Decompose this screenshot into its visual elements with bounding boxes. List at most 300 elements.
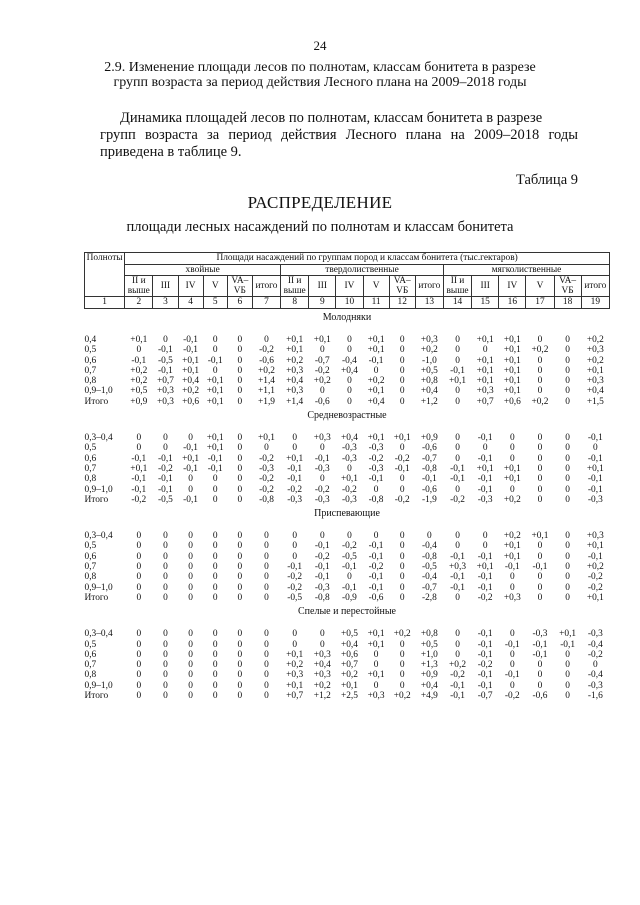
table-cell: 0 <box>565 386 570 397</box>
table-cell: +0,1 <box>503 386 521 397</box>
column-number: 2 <box>125 297 153 309</box>
header-group-coniferous: хвойные <box>125 264 281 276</box>
table-cell: 0 <box>399 474 405 485</box>
table-cell: 0 <box>292 433 297 444</box>
table-cell: -0,6 <box>421 443 437 454</box>
column-number: 18 <box>554 297 581 309</box>
table-cell: 0 <box>565 376 570 387</box>
table-cell: 0 <box>373 660 379 671</box>
table-cell: 0 <box>163 592 168 603</box>
table-cell: +0,4 <box>340 433 358 444</box>
table-cell: -0,7 <box>477 691 493 702</box>
table-cell: -0,5 <box>342 551 357 562</box>
table-cell: +0,1 <box>586 463 604 474</box>
table-cell: 0 <box>237 494 243 505</box>
intro-line: приведена в таблице 9. <box>100 144 242 160</box>
table-cell: -0,9 <box>342 592 357 603</box>
table-cell: +0,1 <box>206 386 224 397</box>
table-cell: +0,3 <box>449 562 467 573</box>
table-cell: +0,5 <box>340 629 358 640</box>
table-cell: +1,3 <box>420 660 438 671</box>
table-cell: 0 <box>399 335 405 345</box>
table-cell: 0 <box>455 345 460 356</box>
table-cell: 0 <box>237 453 243 464</box>
table-cell: 0 <box>163 541 168 552</box>
table-cell: -0,1 <box>504 670 520 681</box>
table-cell: 0 <box>399 680 405 691</box>
table-cell: +0,1 <box>130 335 148 345</box>
table-cell: +0,1 <box>206 433 224 444</box>
row-label: 0,6 <box>84 453 97 464</box>
spacer-row <box>85 425 610 433</box>
table-cell: +0,1 <box>476 355 494 366</box>
header-bonitet-class: итого <box>581 276 609 297</box>
table-cell: -0,6 <box>314 396 330 407</box>
table-cell: -1,0 <box>421 355 437 366</box>
column-number: 13 <box>415 297 443 309</box>
section-title: Молодняки <box>322 311 372 323</box>
table-cell: -0,7 <box>314 355 330 366</box>
table-cell: +0,1 <box>503 541 521 552</box>
table-cell: 0 <box>399 582 405 593</box>
table-cell: -0,5 <box>158 355 173 366</box>
table-cell: 0 <box>163 531 168 542</box>
table-cell: 0 <box>399 639 405 650</box>
table-cell: -0,1 <box>131 355 147 366</box>
table-cell: 0 <box>399 592 405 603</box>
table-cell: -0,3 <box>477 494 493 505</box>
row-label: 0,5 <box>84 639 97 650</box>
table-cell: 0 <box>455 355 460 366</box>
table-cell: +0,1 <box>476 376 494 387</box>
table-cell: +0,2 <box>393 629 411 640</box>
table-cell: 0 <box>399 365 405 376</box>
table-cell: -0,2 <box>259 453 274 464</box>
table-cell: +0,3 <box>476 386 494 397</box>
table-cell: 0 <box>136 551 142 562</box>
table-cell: -0,1 <box>450 691 465 702</box>
intro-line: групп возраста за период действия Лесного плана на 2009–2018 годы <box>100 127 578 143</box>
table-cell: -0,1 <box>183 443 198 454</box>
table-cell: 0 <box>565 484 570 495</box>
table-cell: +0,2 <box>367 376 385 387</box>
table-cell: +0,1 <box>206 443 224 454</box>
table-cell: 0 <box>565 433 570 444</box>
table-cell: +0,4 <box>420 386 438 397</box>
table-cell: 0 <box>163 572 168 583</box>
header-bonitet-class: II и выше <box>125 276 153 297</box>
table-cell: 0 <box>565 670 570 681</box>
table-cell: 0 <box>264 670 269 681</box>
table-cell: 0 <box>319 443 325 454</box>
table-cell: +0,2 <box>257 365 275 376</box>
row-label: 0,5 <box>84 541 97 552</box>
table-row <box>85 650 610 660</box>
table-cell: 0 <box>237 649 243 660</box>
table-cell: +0,2 <box>586 562 604 573</box>
table-cell: -0,3 <box>287 494 303 505</box>
table-cell: +0,2 <box>393 691 411 702</box>
table-cell: 0 <box>237 562 243 573</box>
table-cell: 0 <box>136 660 142 671</box>
table-cell: -0,1 <box>207 355 223 366</box>
table-cell: -0,1 <box>560 639 576 650</box>
table-cell: -0,2 <box>287 572 303 583</box>
table-cell: 0 <box>136 592 142 603</box>
table-row <box>85 345 610 355</box>
table-cell: -0,1 <box>183 494 198 505</box>
table-cell: 0 <box>188 649 193 660</box>
table-row <box>85 681 610 691</box>
table-cell: 0 <box>163 629 168 640</box>
table-cell: 0 <box>163 660 168 671</box>
table-cell: +0,6 <box>182 396 200 407</box>
header-main: Площади насаждений по группам пород и классам бонитета (тыс.гектаров) <box>125 253 610 265</box>
table-cell: 0 <box>212 474 218 485</box>
table-cell: -0,4 <box>421 541 437 552</box>
table-cell: 0 <box>537 484 543 495</box>
table-cell: 0 <box>212 639 218 650</box>
header-bonitet-class: VA–VБ <box>389 276 415 297</box>
table-cell: 0 <box>237 691 243 702</box>
table-cell: -0,1 <box>477 453 493 464</box>
table-cell: +1,1 <box>257 386 275 397</box>
table-cell: +0,6 <box>503 396 521 407</box>
table-cell: -0,1 <box>131 453 147 464</box>
table-cell: +0,9 <box>130 396 148 407</box>
table-cell: -0,2 <box>368 453 384 464</box>
table-cell: 0 <box>264 335 269 345</box>
row-label: 0,5 <box>84 443 97 454</box>
row-label: Итого <box>84 592 109 603</box>
table-cell: 0 <box>482 541 488 552</box>
table-cell: -0,1 <box>131 484 147 495</box>
table-cell: 0 <box>264 649 269 660</box>
table-row <box>85 485 610 495</box>
section-title: Приспевающие <box>314 508 380 519</box>
section-heading <box>60 60 580 90</box>
table-cell: 0 <box>212 582 218 593</box>
header-bonitet-class: IV <box>178 276 203 297</box>
table-row <box>85 572 610 582</box>
table-cell: 0 <box>565 396 570 407</box>
table-cell: 0 <box>188 639 193 650</box>
row-label: 0,3–0,4 <box>84 629 113 640</box>
table-cell: +1,4 <box>286 396 304 407</box>
table-row <box>85 495 610 505</box>
table-cell: 0 <box>319 531 325 542</box>
table-cell: -0,2 <box>131 494 147 505</box>
table-cell: 0 <box>188 484 193 495</box>
table-cell: 0 <box>509 453 515 464</box>
table-cell: 0 <box>136 531 142 542</box>
table-row <box>85 376 610 386</box>
table-cell: 0 <box>237 592 243 603</box>
table-row <box>85 552 610 562</box>
table-cell: -0,2 <box>342 541 357 552</box>
table-cell: +0,3 <box>286 670 304 681</box>
table-cell: 0 <box>237 484 243 495</box>
table-cell: +0,5 <box>130 386 148 397</box>
table-cell: 0 <box>136 691 142 702</box>
table-cell: +0,1 <box>367 345 385 356</box>
table-cell: 0 <box>319 474 325 485</box>
column-number: 5 <box>203 297 227 309</box>
table-cell: +0,2 <box>130 376 148 387</box>
table-cell: -0,1 <box>368 582 384 593</box>
table-cell: -0,3 <box>587 494 603 505</box>
table-cell: 0 <box>188 562 193 573</box>
table-cell: -0,4 <box>421 572 437 583</box>
table-cell: 0 <box>537 335 543 345</box>
row-label: 0,3–0,4 <box>84 531 113 542</box>
table-cell: 0 <box>373 365 379 376</box>
heading-line: 2.9. Изменение площади лесов по полнотам, классам бонитета в разрезе <box>104 60 536 75</box>
table-cell: -0,1 <box>368 551 384 562</box>
table-cell: 0 <box>292 629 297 640</box>
table-title: РАСПРЕДЕЛЕНИЕ <box>247 193 393 212</box>
table-cell: -0,1 <box>477 649 493 660</box>
table-cell: +0,8 <box>420 376 438 387</box>
table-cell: 0 <box>537 365 543 376</box>
table-cell: 0 <box>163 562 168 573</box>
table-cell: 0 <box>455 592 460 603</box>
table-row <box>85 356 610 366</box>
table-cell: +0,4 <box>313 660 331 671</box>
section-title: Спелые и перестойные <box>298 606 396 618</box>
table-cell: +0,1 <box>286 649 304 660</box>
table-cell: 0 <box>292 541 297 552</box>
table-cell: 0 <box>455 433 460 444</box>
table-cell: 0 <box>565 541 570 552</box>
table-cell: +0,3 <box>313 670 331 681</box>
header-bonitet-class: VA–VБ <box>227 276 252 297</box>
table-cell: 0 <box>509 649 515 660</box>
spacer <box>85 327 610 335</box>
table-row <box>85 583 610 593</box>
table-cell: -0,1 <box>587 453 603 464</box>
table-cell: +0,2 <box>531 396 549 407</box>
table-cell: -0,2 <box>368 562 384 573</box>
table-cell: -0,6 <box>259 355 274 366</box>
table-cell: 0 <box>188 531 193 542</box>
table-cell: +0,2 <box>182 386 200 397</box>
table-cell: -0,1 <box>587 433 603 444</box>
column-number: 12 <box>389 297 415 309</box>
table-cell: 0 <box>237 386 243 397</box>
table-cell: -0,3 <box>342 494 357 505</box>
table-cell: 0 <box>212 345 218 356</box>
table-cell: -0,2 <box>477 660 493 671</box>
table-cell: 0 <box>188 572 193 583</box>
table-cell: -0,1 <box>587 551 603 562</box>
table-cell: -0,1 <box>504 639 520 650</box>
header-bonitet-class: VA–VБ <box>554 276 581 297</box>
row-label: 0,7 <box>84 562 97 573</box>
table-cell: +0,5 <box>420 639 438 650</box>
table-cell: -0,1 <box>342 562 357 573</box>
table-cell: 0 <box>188 433 193 444</box>
table-cell: 0 <box>482 531 488 542</box>
table-cell: -0,1 <box>450 365 465 376</box>
table-cell: 0 <box>212 365 218 376</box>
table-cell: 0 <box>163 582 168 593</box>
table-cell: 0 <box>373 680 379 691</box>
table-cell: 0 <box>136 562 142 573</box>
heading-line: групп возраста за период действия Лесного плана на 2009–2018 годы <box>113 75 527 90</box>
table-cell: 0 <box>509 484 515 495</box>
table-cell: 0 <box>237 551 243 562</box>
table-cell: 0 <box>509 582 515 593</box>
table-cell: -0,1 <box>287 474 303 485</box>
spacer-row <box>85 327 610 335</box>
table-cell: 0 <box>163 335 168 345</box>
section-title: Средневозрастные <box>307 409 387 421</box>
table-cell: -0,2 <box>314 365 330 376</box>
table-cell: +0,4 <box>340 639 358 650</box>
table-cell: -0,1 <box>158 453 173 464</box>
table-cell: 0 <box>373 531 379 542</box>
table-cell: +1,2 <box>420 396 438 407</box>
table-cell: 0 <box>373 484 379 495</box>
table-subtitle: площади лесных насаждений по полнотам и классам бонитета <box>126 219 514 235</box>
row-label: 0,4 <box>84 335 97 345</box>
table-cell: 0 <box>237 670 243 681</box>
table-cell: 0 <box>136 629 142 640</box>
table-cell: -0,1 <box>314 541 330 552</box>
header-polnota: Полноты <box>85 253 125 297</box>
table-row <box>85 562 610 572</box>
table-cell: 0 <box>537 572 543 583</box>
table-row <box>85 691 610 701</box>
table-cell: 0 <box>188 541 193 552</box>
intro-paragraph <box>100 110 578 161</box>
table-cell: 0 <box>455 443 460 454</box>
table-cell: -0,1 <box>158 345 173 356</box>
table-cell: +0,3 <box>586 531 604 542</box>
table-cell: +1,0 <box>420 649 438 660</box>
header-bonitet-class: IV <box>336 276 363 297</box>
table-cell: -0,1 <box>450 572 465 583</box>
table-cell: 0 <box>264 592 269 603</box>
table-cell: -0,2 <box>287 484 303 495</box>
table-cell: -0,1 <box>477 484 493 495</box>
table-cell: 0 <box>565 660 570 671</box>
table-cell: -0,1 <box>314 562 330 573</box>
table-cell: 0 <box>347 335 352 345</box>
table-cell: -0,1 <box>450 463 465 474</box>
table-cell: -0,1 <box>477 629 493 640</box>
table-cell: +0,5 <box>420 365 438 376</box>
table-cell: 0 <box>292 443 297 454</box>
table-cell: -0,2 <box>287 582 303 593</box>
table-cell: -0,4 <box>587 639 603 650</box>
column-number: 6 <box>227 297 252 309</box>
table-cell: 0 <box>163 670 168 681</box>
table-cell: +0,1 <box>206 376 224 387</box>
table-cell: +0,2 <box>130 365 148 376</box>
table-cell: 0 <box>399 386 405 397</box>
table-cell: +0,7 <box>286 691 304 702</box>
table-cell: 0 <box>292 531 297 542</box>
table-cell: 0 <box>565 365 570 376</box>
table-cell: +0,1 <box>340 680 358 691</box>
table-cell: -0,4 <box>587 670 603 681</box>
table-cell: +0,3 <box>420 335 438 345</box>
column-number: 11 <box>363 297 389 309</box>
table-cell: 0 <box>237 572 243 583</box>
table-cell: 0 <box>237 629 243 640</box>
table-cell: +0,1 <box>367 639 385 650</box>
table-cell: 0 <box>237 639 243 650</box>
table-cell: +1,9 <box>257 396 275 407</box>
row-label: Итого <box>84 396 109 407</box>
table-cell: 0 <box>427 531 432 542</box>
table-cell: +0,1 <box>367 629 385 640</box>
row-label: 0,6 <box>84 649 97 660</box>
table-cell: -0,5 <box>158 494 173 505</box>
table-cell: 0 <box>188 691 193 702</box>
table-cell: -0,2 <box>450 494 465 505</box>
table-cell: -0,5 <box>287 592 303 603</box>
table-cell: 0 <box>399 355 405 366</box>
table-cell: 0 <box>237 443 243 454</box>
table-cell: -0,1 <box>183 345 198 356</box>
table-cell: +0,1 <box>503 365 521 376</box>
table-row <box>85 433 610 443</box>
table-cell: -0,2 <box>504 691 520 702</box>
table-cell: -0,2 <box>587 582 603 593</box>
table-cell: 0 <box>136 433 142 444</box>
table-cell: 0 <box>565 691 570 702</box>
table-cell: +0,4 <box>182 376 200 387</box>
table-cell: 0 <box>212 629 218 640</box>
table-cell: -0,1 <box>368 474 384 485</box>
table-cell: 0 <box>565 463 570 474</box>
table-cell: +0,1 <box>130 463 148 474</box>
table-cell: +0,1 <box>531 531 549 542</box>
spacer <box>85 523 610 531</box>
table-cell: 0 <box>565 345 570 356</box>
table-cell: -0,2 <box>314 484 330 495</box>
table-cell: 0 <box>212 531 218 542</box>
intro-line: Динамика площадей лесов по полнотам, классам бонитета в разрезе <box>120 110 543 126</box>
table-cell: -0,1 <box>477 670 493 681</box>
column-number: 1 <box>85 297 125 309</box>
row-label: 0,6 <box>84 551 97 562</box>
table-cell: -0,2 <box>587 649 603 660</box>
header-bonitet-class: итого <box>415 276 443 297</box>
table-cell: 0 <box>347 396 352 407</box>
table-cell: -0,3 <box>342 453 357 464</box>
table-cell: 0 <box>482 443 488 454</box>
table-cell: -0,1 <box>158 484 173 495</box>
table-cell: -0,2 <box>259 474 274 485</box>
table-cell: -0,1 <box>477 680 493 691</box>
table-cell: 0 <box>565 453 570 464</box>
table-cell: +0,1 <box>286 680 304 691</box>
table-cell: -0,1 <box>183 463 198 474</box>
table-cell: -0,2 <box>342 484 357 495</box>
table-cell: 0 <box>188 629 193 640</box>
table-cell: 0 <box>455 541 460 552</box>
table-cell: +0,1 <box>313 335 331 345</box>
table-cell: 0 <box>537 494 543 505</box>
table-cell: +0,1 <box>503 551 521 562</box>
table-cell: 0 <box>537 433 543 444</box>
table-cell: -2,8 <box>421 592 437 603</box>
table-cell: 0 <box>212 484 218 495</box>
